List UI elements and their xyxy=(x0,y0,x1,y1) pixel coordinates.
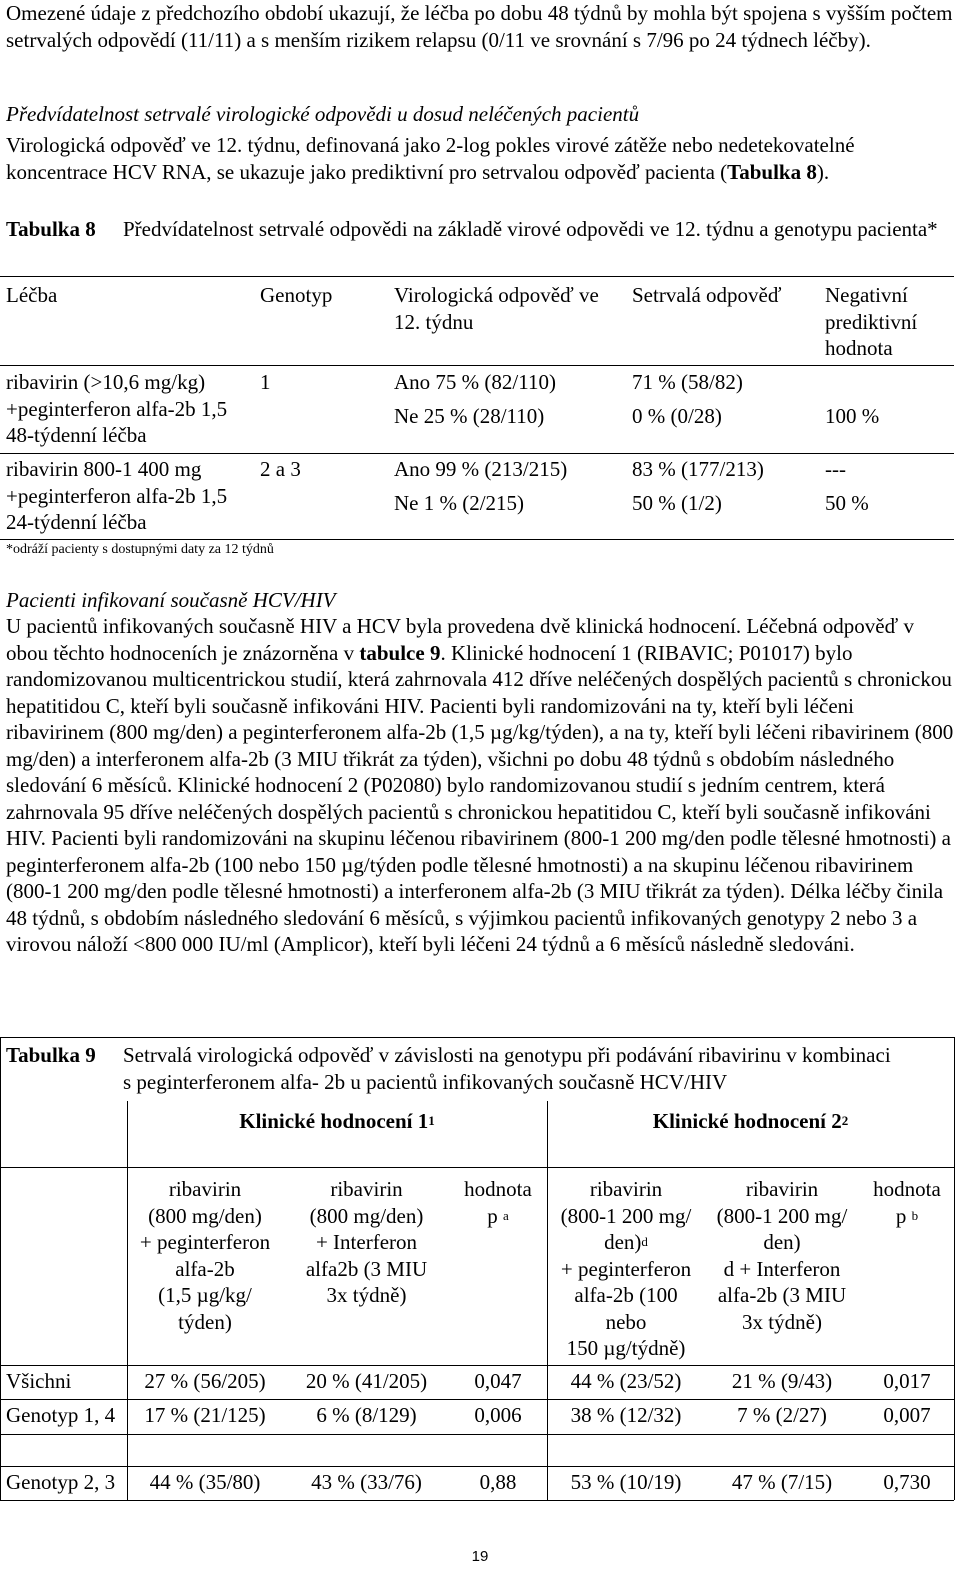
table8-group2-sustained-yes: 83 % (177/213) xyxy=(632,457,764,481)
table9-row-label: Všichni xyxy=(6,1369,72,1393)
col-line: ribavirin xyxy=(745,1177,819,1201)
table8-group1-npv-no: 100 % xyxy=(825,404,880,428)
table9-col-p-value-b xyxy=(862,1176,952,1229)
table8-header-treatment: Léčba xyxy=(6,283,58,307)
col-line: alfa-2b xyxy=(175,1256,235,1281)
table8-rule xyxy=(0,276,954,277)
table8-group1-sustained-no: 0 % (0/28) xyxy=(632,404,722,428)
hiv-text-b: . Klinické hodnocení 1 (RIBAVIC; P01017) bylo randomizovanou multicentrickou studií, která zahrnovala 412 dříve neléčených dospělých pacientů s chronickou hepatitidou C, kteří byli současně infikováni HIV. Pacienti byli randomizováni na ty, kteří byli léčeni ribavirinem (800 mg/den) a peginterferonem alfa-2b (1,5 µg/kg/týden), a na ty, kteří byli léčeni ribavirinem (800 mg/den) a interferonem alfa-2b (3 MIU třikrát za týden), všichni po dobu 48 týdnů s obdobím následného sledování 6 měsíců. Klinické hodnocení 2 (P02080) bylo randomizovanou studií s jedním centrem, která zahrnovala 95 dříve neléčených dospělých pacientů s chronickou hepatitidou C, kteří byli současně infikováni HIV. Pacienti byli randomizováni na skupinu léčenou ribavirinem (800-1 200 mg/den podle tělesné hmotnosti) a peginterferonem alfa-2b (100 nebo 150 µg/týden podle tělesné hmotnosti) a na skupinu léčenou ribavirinem (800-1 200 mg/den podle tělesné hmotnosti) a interferonem alfa-2b (3 MIU třikrát za týden). Délka léčby činila 48 týdnů, s obdobím následného sledování 6 měsíců, s výjimkou pacientů infikovaných genotypy 2 nebo 3 a virovou náloží <800 000 IU/ml (Amplicor), kteří byli léčeni 24 týdnů a 6 měsíců následně sledováni. xyxy=(6,640,954,956)
table9-cell: 43 % (33/76) xyxy=(311,1470,422,1494)
table9-border xyxy=(954,1037,955,1500)
col-line xyxy=(452,1203,544,1230)
table9-cell: 44 % (35/80) xyxy=(149,1470,261,1494)
table9-cell: 21 % (9/43) xyxy=(731,1369,833,1393)
table8-group1-treatment: ribavirin (>10,6 mg/kg) +peginterferon alfa-2b 1,5 48-týdenní léčba xyxy=(6,370,228,447)
table9-cell: 0,017 xyxy=(883,1369,931,1393)
table9-rule xyxy=(0,1466,954,1467)
col-line: 3x týdně) xyxy=(742,1309,822,1334)
table9-cell: 7 % (2/27) xyxy=(737,1403,827,1427)
table8-rule xyxy=(0,453,954,454)
table9-border xyxy=(127,1101,128,1500)
col-line xyxy=(862,1203,952,1230)
table8-group2-treatment: ribavirin 800-1 400 mg +peginterferon alfa-2b 1,5 24-týdenní léčba xyxy=(6,457,228,534)
table9-rule xyxy=(0,1399,954,1400)
table9-border xyxy=(0,1037,1,1500)
table8-reference: Tabulka 8 xyxy=(727,159,817,184)
table9-study2-header xyxy=(547,1108,954,1135)
predictability-end: ). xyxy=(816,159,830,184)
col-line xyxy=(550,1229,702,1256)
col-line: + peginterferon xyxy=(139,1230,271,1254)
col-line: + peginterferon xyxy=(560,1256,692,1281)
page-number: 19 xyxy=(471,1548,489,1565)
col-line: (800-1 200 mg/ xyxy=(560,1203,692,1228)
col-line: 150 µg/týdně) xyxy=(566,1336,686,1360)
table9-cell: 20 % (41/205) xyxy=(305,1369,428,1393)
table8-group2-npv-no: 50 % xyxy=(825,491,869,515)
dose-footnote-mark: d xyxy=(641,1234,648,1249)
table9-cell: 6 % (8/129) xyxy=(316,1403,417,1427)
study2-footnote-mark: 2 xyxy=(841,1113,849,1128)
study1-title: Klinické hodnocení 1 xyxy=(239,1109,429,1133)
table9-cell: 38 % (12/32) xyxy=(570,1403,682,1427)
predictability-text: Virologická odpověď ve 12. týdnu, definovaná jako 2-log pokles virové zátěže nebo nedetekovatelné koncentrace HCV RNA, se ukazuje jako prediktivní pro setrvalou odpověď pacienta ( xyxy=(6,133,855,184)
table9-cell: 0,047 xyxy=(474,1369,522,1393)
table8-caption-text: Předvídatelnost setrvalé odpovědi na základě virové odpovědi ve 12. týdnu a genotypu pacienta* xyxy=(123,217,938,241)
intro-paragraph: Omezené údaje z předchozího období ukazují, že léčba po dobu 48 týdnů by mohla být spojena s vyšším počtem setrvalých odpovědí (11/11) a s menším rizikem relapsu (0/11 ve srovnání s 7/96 po 24 týdnech léčby). xyxy=(6,1,953,52)
table8-group2-response-no: Ne 1 % (2/215) xyxy=(394,491,525,515)
col-line: (800-1 200 mg/ xyxy=(716,1203,848,1228)
table8-group2-response-yes: Ano 99 % (213/215) xyxy=(394,457,568,481)
col-line: alfa-2b (3 MIU xyxy=(717,1283,847,1307)
table9-rule xyxy=(0,1167,954,1168)
table9-rule xyxy=(0,1365,954,1366)
col-line: alfa2b (3 MIU xyxy=(305,1256,428,1281)
table8-group1-sustained-yes: 71 % (58/82) xyxy=(632,370,743,394)
table9-reference: tabulce 9 xyxy=(359,640,441,665)
col-line: nebo xyxy=(605,1309,647,1334)
table9-label: Tabulka 9 xyxy=(6,1043,96,1067)
table9-cell: 0,730 xyxy=(883,1470,931,1494)
table8-group2-sustained-no: 50 % (1/2) xyxy=(632,491,722,515)
table9-cell: 0,006 xyxy=(474,1403,522,1427)
study2-title: Klinické hodnocení 2 xyxy=(652,1109,842,1133)
col-line: ribavirin xyxy=(168,1177,242,1201)
table8-header-genotype: Genotyp xyxy=(260,283,333,307)
table9-cell: 44 % (23/52) xyxy=(570,1369,682,1393)
p-footnote-mark: a xyxy=(502,1207,509,1223)
table9-row-label: Genotyp 2, 3 xyxy=(6,1470,116,1494)
col-line: 3x týdně) xyxy=(326,1283,407,1307)
table8-header-response: Virologická odpověď ve 12. týdnu xyxy=(394,283,599,334)
col-line: ribavirin xyxy=(589,1177,663,1201)
p-footnote-mark: b xyxy=(911,1207,919,1223)
table9-row-label: Genotyp 1, 4 xyxy=(6,1403,116,1427)
col-line: + Interferon xyxy=(315,1230,418,1254)
table9-cell: 47 % (7/15) xyxy=(731,1470,833,1494)
table9-study1-header xyxy=(127,1108,547,1135)
section-heading-predictability: Předvídatelnost setrvalé virologické odpovědi u dosud neléčených pacientů xyxy=(6,102,640,126)
col-line: ribavirin xyxy=(330,1177,403,1201)
table9-col-ifn-ribavirin-2 xyxy=(706,1176,858,1335)
table9-cell: 53 % (10/19) xyxy=(570,1470,682,1494)
col-line: (800 mg/den) xyxy=(309,1203,424,1228)
table8-header-npv: Negativní prediktivní hodnota xyxy=(825,283,918,360)
p-symbol: p xyxy=(895,1203,907,1228)
col-line xyxy=(706,1256,858,1283)
table8-group1-response-no: Ne 25 % (28/110) xyxy=(394,404,545,428)
predictability-paragraph xyxy=(6,132,956,185)
section-heading-hiv: Pacienti infikovaní současně HCV/HIV xyxy=(6,588,336,612)
table9-cell: 17 % (21/125) xyxy=(144,1403,266,1427)
table8-label: Tabulka 8 xyxy=(6,217,96,241)
table9-rule xyxy=(0,1434,954,1435)
table9-border xyxy=(547,1101,548,1500)
table8-footnote: *odráží pacienty s dostupnými daty za 12 týdnů xyxy=(6,542,274,557)
table9-col-ifn-ribavirin-1 xyxy=(289,1176,444,1309)
table8-group2-genotype: 2 a 3 xyxy=(260,457,301,481)
col-line: den) xyxy=(763,1230,801,1254)
table8-rule xyxy=(0,365,954,366)
p-symbol: p xyxy=(487,1203,498,1228)
col-line: (800 mg/den) xyxy=(148,1203,262,1228)
hiv-paragraph xyxy=(6,613,956,958)
table9-cell: 0,88 xyxy=(479,1470,517,1494)
table8-group1-genotype: 1 xyxy=(260,370,271,394)
table9-col-peg-ribavirin-1 xyxy=(130,1176,280,1335)
table9-rule xyxy=(0,1037,954,1038)
col-text: + Interferon xyxy=(734,1256,841,1281)
table8-group2-npv-yes: --- xyxy=(825,457,846,481)
table9-cell: 27 % (56/205) xyxy=(144,1369,266,1393)
study1-footnote-mark: 1 xyxy=(428,1113,435,1128)
table8-group1-response-yes: Ano 75 % (82/110) xyxy=(394,370,556,394)
col-line: alfa-2b (100 xyxy=(574,1283,678,1307)
col-line: (1,5 µg/kg/ xyxy=(158,1283,252,1307)
table9-cell: 0,007 xyxy=(883,1403,931,1427)
col-text: den) xyxy=(604,1230,642,1254)
col-line: hodnota xyxy=(464,1177,532,1201)
table8-header-sustained: Setrvalá odpověď xyxy=(632,283,782,307)
hiv-text-a: U pacientů infikovaných současně HIV a HCV byla provedena dvě klinická hodnocení. Léčebná odpověď v obou těchto hodnoceních je znázorněna v xyxy=(6,614,914,665)
table9-col-p-value-a xyxy=(452,1176,544,1229)
dose-footnote-mark: d xyxy=(723,1256,735,1281)
col-line: hodnota xyxy=(873,1177,941,1201)
table9-caption-text: Setrvalá virologická odpověď v závislosti na genotypu při podávání ribavirinu v kombinaci s peginterferonem alfa- 2b u pacientů infikovaných současně HCV/HIV xyxy=(123,1043,891,1094)
table9-col-peg-ribavirin-2 xyxy=(550,1176,702,1362)
table9-rule xyxy=(0,1500,954,1501)
col-line: týden) xyxy=(178,1309,232,1334)
